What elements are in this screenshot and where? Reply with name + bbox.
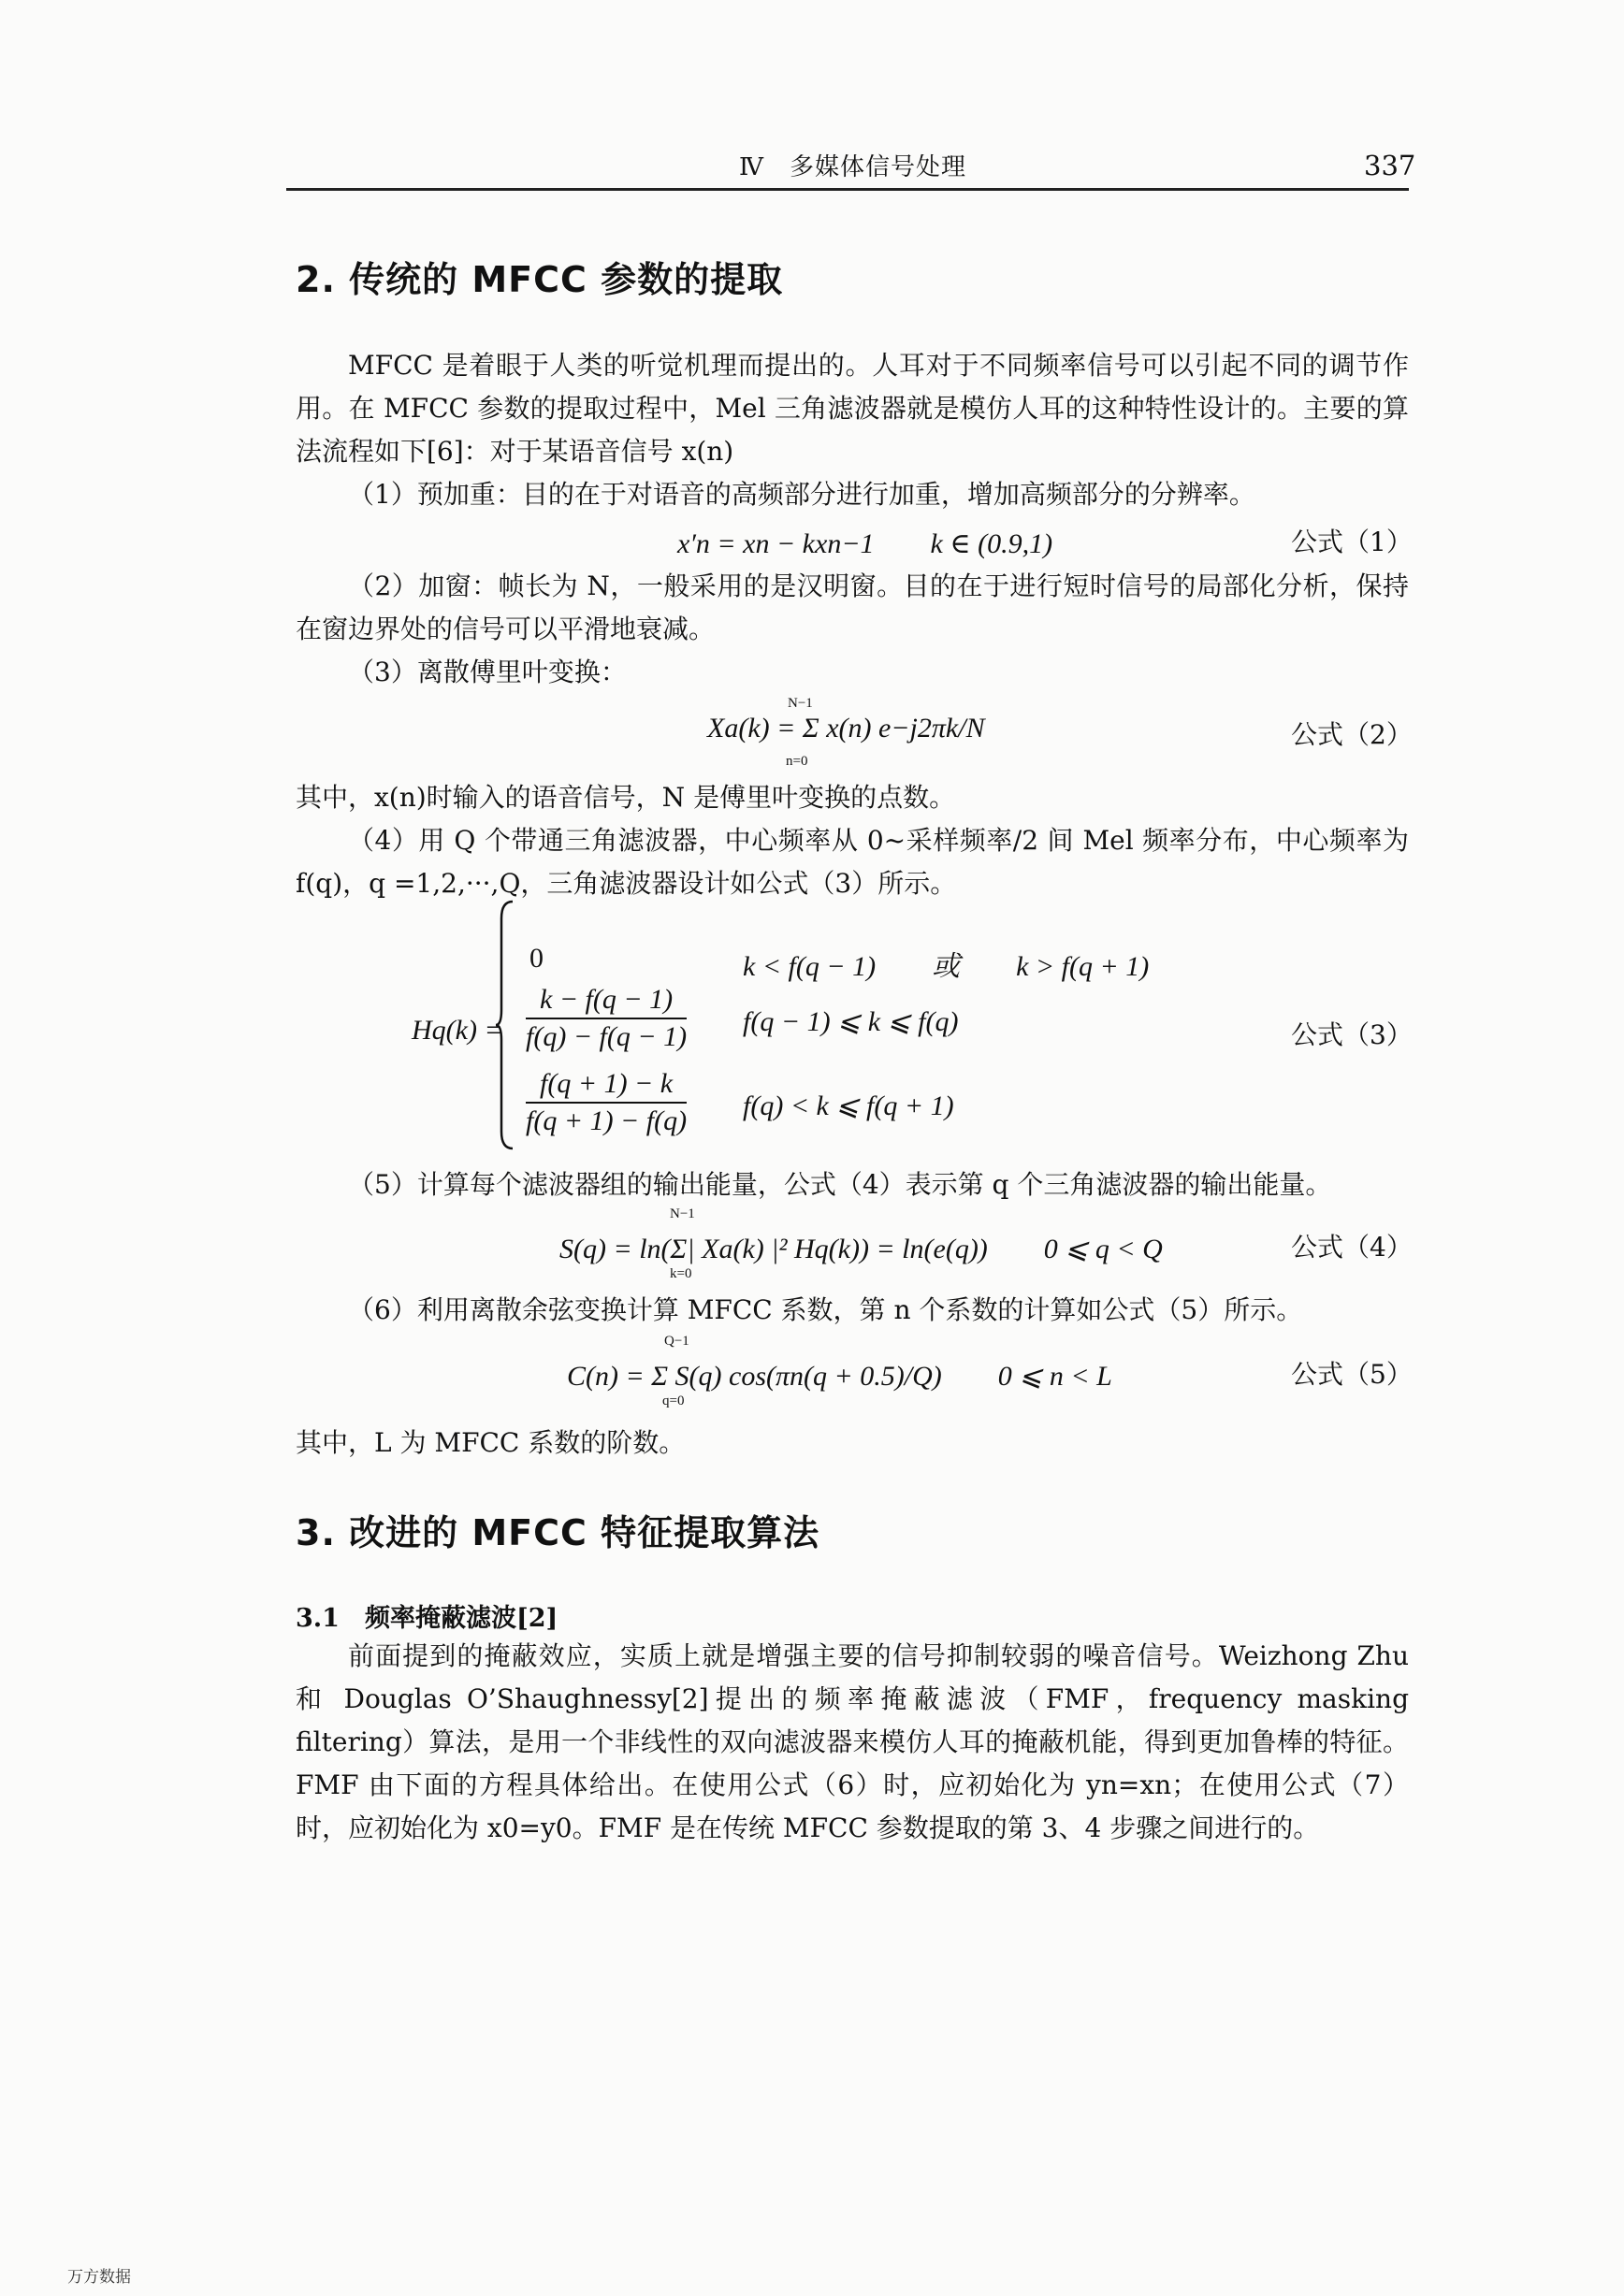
eq3-case-3-condition: f(q) < k ⩽ f(q + 1) [743, 1090, 954, 1121]
equation-3-lhs: Hq(k) = [412, 1015, 503, 1046]
note-2: 其中，x(n)时输入的语音信号，N 是傅里叶变换的点数。 [296, 782, 956, 813]
section-3-paragraph: 前面提到的掩蔽效应，实质上就是增强主要的信号抑制较弱的噪音信号。Weizhong Zhu 和 Douglas O’Shaughnessy[2]提出的频率掩蔽滤波（FMF，frequency masking filtering）算法，是用一个非线性的双向滤波器来模仿人耳的掩蔽机能，得到更加鲁棒的特征。FMF 由下面的方程具体给出。在使用公式（6）时，应初始化为 yn=xn；在使用公式（7）时，应初始化为 x0=y0。FMF 是在传统 MFCC 参数提取的第 3、4 步骤之间进行的。 [296, 1640, 1409, 1843]
eq3-case-2-fraction [526, 984, 687, 1053]
eq3-case-2-condition: f(q − 1) ⩽ k ⩽ f(q) [743, 1006, 959, 1037]
equation-3-label: 公式（3） [1291, 1019, 1413, 1050]
left-brace-icon [494, 900, 515, 1150]
note-5-block [296, 1422, 1409, 1465]
eq3-case-1-condition: k < f(q − 1) 或 k > f(q + 1) [743, 951, 1150, 982]
step-6-block [296, 1289, 1409, 1332]
eq3-case-3-denominator: f(q + 1) − f(q) [526, 1105, 688, 1136]
intro-paragraph: MFCC 是着眼于人类的听觉机理而提出的。人耳对于不同频率信号可以引起不同的调节作用。在 MFCC 参数的提取过程中，Mel 三角滤波器就是模仿人耳的这种特性设计的。主要的算法流程如下[6]：对于某语音信号 x(n) [296, 350, 1409, 467]
eq3-case-2-numerator: k − f(q − 1) [526, 984, 687, 1019]
eq4-sum-upper: N−1 [670, 1206, 695, 1221]
eq5-sum-upper: Q−1 [664, 1334, 689, 1349]
watermark-footer: 万方数据 [67, 2268, 131, 2287]
header-rule [286, 188, 1409, 191]
equation-4: S(q) = ln(Σ| Xa(k) |² Hq(k)) = ln(e(q)) 0 ⩽ q < Q [559, 1234, 1163, 1264]
equation-5: C(n) = Σ S(q) cos(πn(q + 0.5)/Q) 0 ⩽ n < L [567, 1361, 1112, 1392]
section-2-title: 2. 传统的 MFCC 参数的提取 [296, 259, 784, 300]
step-6: （6）利用离散余弦变换计算 MFCC 系数，第 n 个系数的计算如公式（5）所示。 [348, 1294, 1303, 1325]
equation-1-label: 公式（1） [1291, 527, 1413, 557]
equation-2-label: 公式（2） [1291, 719, 1413, 750]
equation-4-label: 公式（4） [1291, 1232, 1413, 1263]
eq5-sum-lower: q=0 [662, 1393, 685, 1408]
step-2: （2）加窗：帧长为 N，一般采用的是汉明窗。目的在于进行短时信号的局部化分析，保持在窗边界处的信号可以平滑地衰减。 [296, 570, 1409, 644]
step-2-block [296, 565, 1409, 694]
eq4-sum-lower: k=0 [670, 1266, 692, 1281]
section-2-intro [296, 344, 1409, 516]
section-3-title: 3. 改进的 MFCC 特征提取算法 [296, 1512, 820, 1553]
equation-1: x′n = xn − kxn−1 k ∈ (0.9,1) [677, 528, 1053, 559]
step-4-block [296, 776, 1409, 905]
step-4: （4）用 Q 个带通三角滤波器，中心频率从 0~采样频率/2 间 Mel 频率分布，中心频率为 f(q)，q =1,2,···,Q，三角滤波器设计如公式（3）所示。 [296, 825, 1409, 899]
step-5: （5）计算每个滤波器组的输出能量，公式（4）表示第 q 个三角滤波器的输出能量。 [348, 1169, 1332, 1200]
eq2-sum-lower: n=0 [786, 754, 808, 769]
section-3-body [296, 1635, 1409, 1850]
equation-5-label: 公式（5） [1291, 1359, 1413, 1390]
eq3-case-3-fraction [526, 1068, 687, 1137]
step-3: （3）离散傅里叶变换： [348, 657, 627, 687]
step-1: （1）预加重：目的在于对语音的高频部分进行加重，增加高频部分的分辨率。 [348, 479, 1255, 510]
eq3-case-1-value: 0 [529, 943, 544, 974]
subsection-3-1-title: 3.1 频率掩蔽滤波[2] [296, 1604, 558, 1633]
eq3-case-3-numerator: f(q + 1) − k [526, 1068, 687, 1104]
eq2-sum-upper: N−1 [788, 696, 813, 711]
equation-2: Xa(k) = Σ x(n) e−j2πk/N [707, 713, 985, 744]
note-5: 其中，L 为 MFCC 系数的阶数。 [296, 1427, 686, 1458]
eq3-case-2-denominator: f(q) − f(q − 1) [526, 1021, 688, 1052]
running-header: Ⅳ 多媒体信号处理 [739, 153, 966, 181]
step-5-block [296, 1163, 1409, 1206]
page-number: 337 [1364, 150, 1416, 181]
